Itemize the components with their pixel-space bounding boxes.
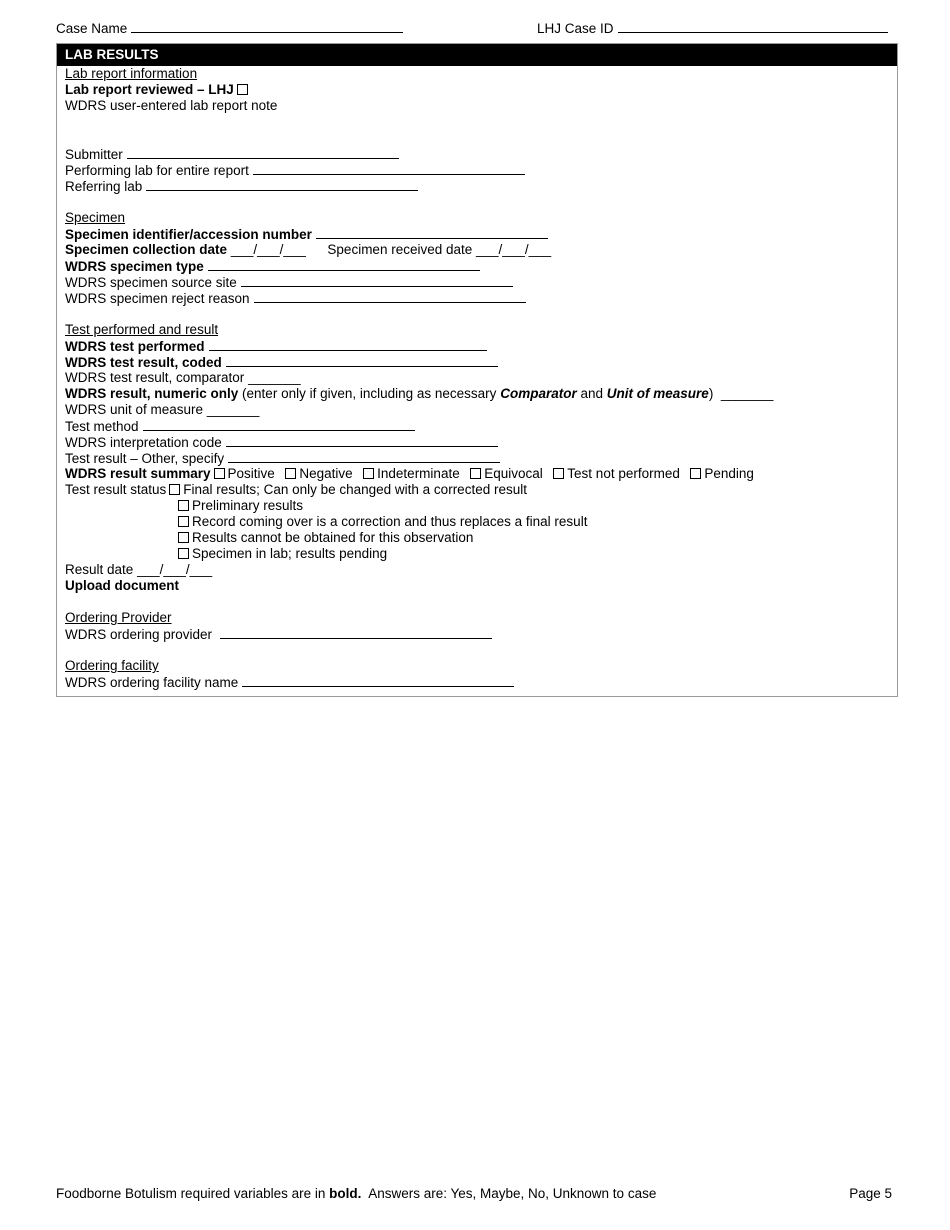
ordering-facility-heading: Ordering facility (65, 658, 159, 673)
referring-lab-field[interactable]: Referring lab (65, 178, 889, 194)
page-number: Page 5 (849, 1186, 892, 1201)
specimen-dates-row (65, 242, 889, 258)
summary-checkbox-indeterminate[interactable] (363, 468, 374, 479)
result-status-row: Results cannot be obtained for this observation (65, 530, 889, 546)
result-status-row: Specimen in lab; results pending (65, 546, 889, 562)
lab-report-note-label: WDRS user-entered lab report note (65, 98, 278, 113)
footer-note: Foodborne Botulism required variables are in bold. Answers are: Yes, Maybe, No, Unknown to case (56, 1186, 657, 1201)
test-heading: Test performed and result (65, 322, 219, 337)
specimen-identifier-field[interactable]: Specimen identifier/accession number (65, 226, 889, 242)
summary-checkbox-equivocal[interactable] (470, 468, 481, 479)
specimen-collection-date-label: Specimen collection date (65, 242, 228, 257)
specimen-received-date-field[interactable]: ___/___/___ (476, 242, 552, 257)
specimen-type-field[interactable]: WDRS specimen type (65, 258, 889, 274)
case-name-label: Case Name (56, 21, 128, 36)
result-summary-row: WDRS result summary Positive Negative Indeterminate Equivocal Test not performed Pending (65, 466, 754, 481)
summary-checkbox-negative[interactable] (285, 468, 296, 479)
ordering-facility-field[interactable]: WDRS ordering facility name (65, 674, 889, 690)
test-result-other-field[interactable]: Test result – Other, specify (65, 450, 889, 466)
status-checkbox-final[interactable] (169, 484, 180, 495)
case-name-field[interactable] (56, 20, 403, 36)
unit-of-measure-field[interactable]: WDRS unit of measure _______ (65, 402, 260, 417)
status-checkbox-correction[interactable] (178, 516, 189, 527)
lhj-case-id-field[interactable] (537, 20, 888, 36)
status-checkbox-in-lab[interactable] (178, 548, 189, 559)
lab-report-heading: Lab report information (65, 66, 198, 81)
page-header (56, 20, 896, 40)
status-checkbox-cannot-obtain[interactable] (178, 532, 189, 543)
specimen-heading: Specimen (65, 210, 126, 225)
performing-lab-field[interactable]: Performing lab for entire report (65, 162, 889, 178)
status-checkbox-preliminary[interactable] (178, 500, 189, 511)
test-comparator-field[interactable]: WDRS test result, comparator _______ (65, 370, 301, 385)
interpretation-code-field[interactable]: WDRS interpretation code (65, 434, 889, 450)
lab-report-reviewed-checkbox[interactable] (237, 84, 248, 95)
result-status-row: Record coming over is a correction and thus replaces a final result (65, 514, 889, 530)
result-status-row: Preliminary results (65, 498, 889, 514)
page-footer (56, 1186, 892, 1202)
specimen-received-date-label: Specimen received date (327, 242, 473, 257)
submitter-field[interactable]: Submitter (65, 146, 889, 162)
result-date-field[interactable]: Result date ___/___/___ (65, 562, 213, 577)
summary-checkbox-test-not-performed[interactable] (553, 468, 564, 479)
lhj-case-id-label: LHJ Case ID (537, 21, 614, 36)
result-status-row: Test result status Final results; Can only be changed with a corrected result (65, 482, 527, 497)
specimen-collection-date-field[interactable]: ___/___/___ (230, 242, 306, 257)
ordering-provider-heading: Ordering Provider (65, 610, 172, 625)
test-method-field[interactable]: Test method (65, 418, 889, 434)
lab-results-section (56, 43, 898, 697)
lab-report-reviewed-row: Lab report reviewed – LHJ (65, 82, 889, 98)
test-result-coded-field[interactable]: WDRS test result, coded (65, 354, 889, 370)
upload-document-label: Upload document (65, 578, 179, 593)
specimen-reject-reason-field[interactable]: WDRS specimen reject reason (65, 290, 889, 306)
summary-checkbox-pending[interactable] (690, 468, 701, 479)
specimen-source-site-field[interactable]: WDRS specimen source site (65, 274, 889, 290)
test-numeric-field[interactable]: WDRS result, numeric only (enter only if given, including as necessary Comparator and Unit of measure) _______ (65, 386, 774, 401)
section-title: LAB RESULTS (57, 44, 897, 66)
ordering-provider-field[interactable]: WDRS ordering provider (65, 626, 889, 642)
test-performed-field[interactable]: WDRS test performed (65, 338, 889, 354)
summary-checkbox-positive[interactable] (214, 468, 225, 479)
